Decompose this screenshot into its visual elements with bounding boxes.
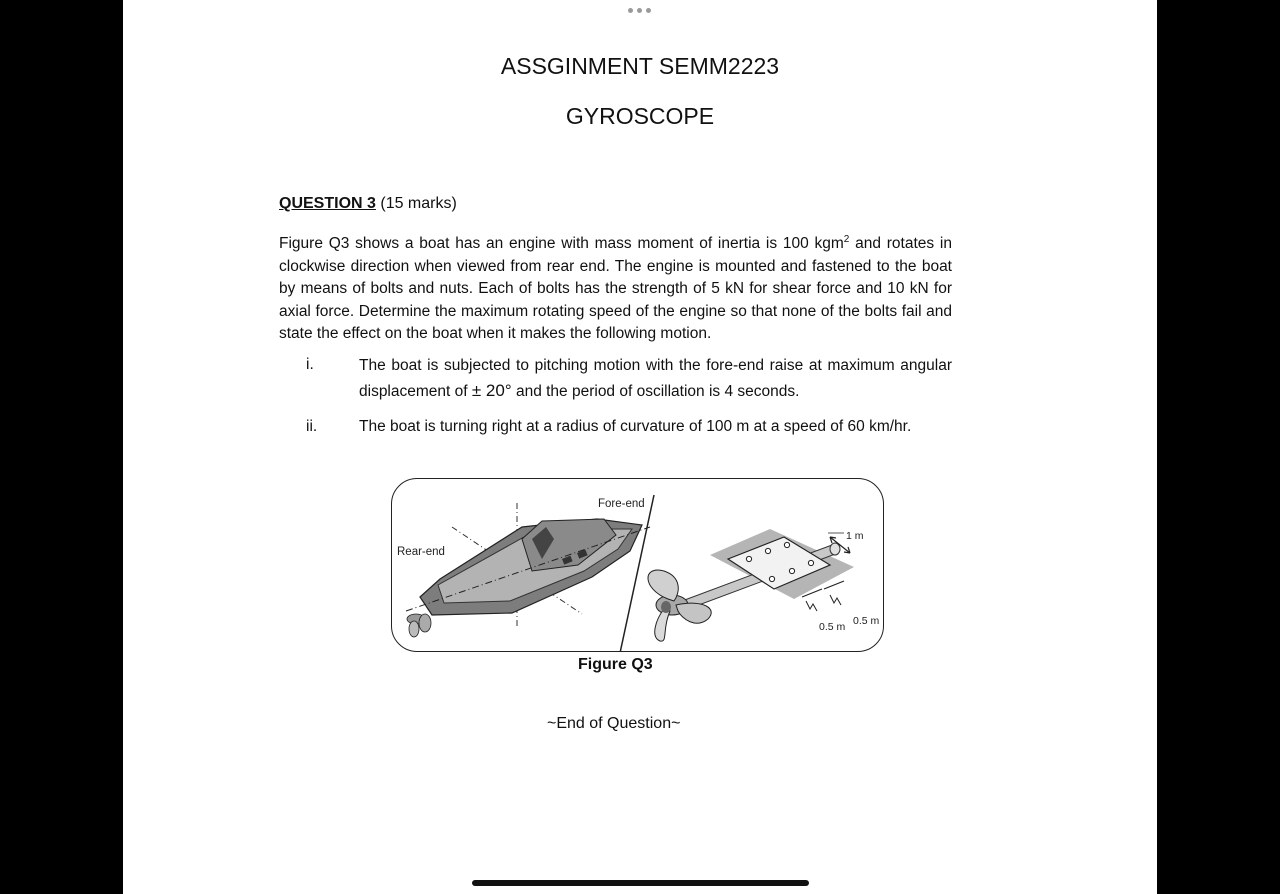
item-text-i (359, 353, 952, 404)
figure-q3 (391, 478, 884, 652)
item-number-ii: ii. (306, 418, 318, 435)
document-subtitle: GYROSCOPE (565, 103, 715, 129)
document-page (123, 0, 1157, 894)
document-title: ASSGINMENT SEMM2223 (500, 53, 780, 79)
question-marks: (15 marks) (380, 195, 457, 212)
more-options-icon[interactable] (628, 8, 651, 13)
item-i-angle: ± 20° (471, 381, 512, 400)
label-dimension-0-5m-a: 0.5 m (819, 621, 846, 633)
label-dimension-0-5m-b: 0.5 m (853, 615, 880, 627)
label-rear-end: Rear-end (397, 546, 445, 558)
item-i-text-2: and the period of oscillation is 4 seconds. (511, 383, 800, 400)
label-fore-end: Fore-end (598, 498, 645, 510)
dimension-0-5m-b (824, 581, 844, 589)
question-body (279, 229, 952, 346)
question-body-text-2: and rotates in clockwise direction when viewed from rear end. The engine is mounted and fastened to the boat by means of bolts and nuts. Each of bolts has the strength of 5 kN for shear force and 10 kN for axial force. Determine the maximum rotating speed of the engine so that none of the bolts fail and state the effect on the boat when it makes the following motion. (279, 235, 952, 343)
question-label: QUESTION 3 (279, 195, 376, 212)
figure-caption: Figure Q3 (578, 656, 653, 673)
question-heading (279, 195, 457, 213)
boat-illustration (406, 503, 650, 637)
item-number-i: i. (306, 356, 314, 373)
label-dimension-1m: 1 m (846, 530, 864, 542)
question-body-superscript: 2 (843, 234, 850, 245)
item-text-ii: The boat is turning right at a radius of curvature of 100 m at a speed of 60 km/hr. (359, 418, 912, 435)
item-i-text-1: The boat is subjected to pitching motion with the fore-end raise at maximum angular displacement of (359, 357, 952, 400)
home-indicator[interactable] (472, 880, 809, 886)
question-body-text-1: Figure Q3 shows a boat has an engine with mass moment of inertia is 100 kgm (279, 235, 844, 253)
end-of-question: ~End of Question~ (547, 715, 681, 732)
